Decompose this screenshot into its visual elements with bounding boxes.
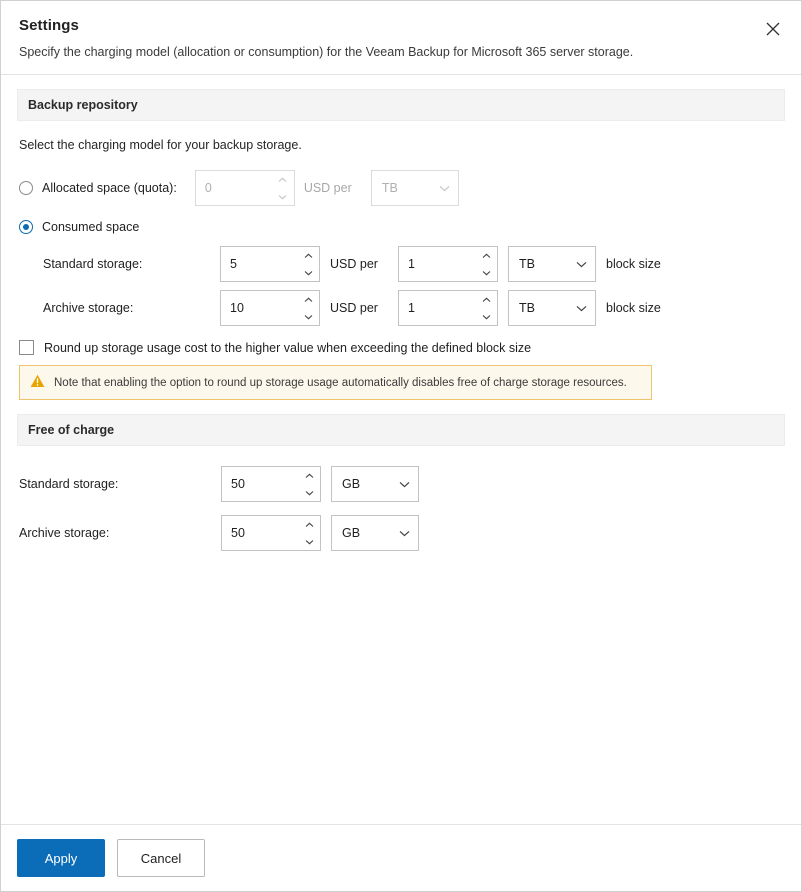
section-title-backup-repository: Backup repository: [28, 98, 138, 113]
consumed-standard-block-size-suffix: block size: [606, 257, 661, 272]
close-icon: [765, 21, 781, 37]
consumed-archive-block-arrows: [475, 291, 497, 325]
allocated-space-unit-select[interactable]: [371, 170, 459, 206]
radio-consumed-space[interactable]: [19, 220, 33, 234]
chevron-down-icon: [576, 261, 587, 268]
round-up-warning-text: Note that enabling the option to round up storage usage automatically disables free of charge storage resources.: [54, 376, 627, 389]
radio-allocated-space-label: Allocated space (quota):: [42, 181, 177, 196]
free-archive-storage-arrows: [298, 516, 320, 550]
free-standard-storage-stepper[interactable]: [221, 466, 321, 502]
dialog-subtitle: Specify the charging model (allocation or consumption) for the Veeam Backup for Microsoft 365 server storage.: [19, 45, 634, 59]
radio-allocated-space[interactable]: [19, 181, 33, 195]
free-archive-storage-stepper[interactable]: [221, 515, 321, 551]
stepper-up-icon[interactable]: [297, 247, 319, 264]
free-standard-storage-row: [19, 466, 785, 502]
section-free-of-charge: [17, 414, 785, 446]
free-standard-storage-arrows: [298, 467, 320, 501]
consumed-standard-block-value: 1: [408, 257, 415, 272]
warning-icon: [30, 374, 45, 391]
consumed-standard-price-arrows: [297, 247, 319, 281]
consumed-standard-block-stepper[interactable]: [398, 246, 498, 282]
close-button[interactable]: [759, 15, 787, 43]
free-archive-storage-unit-value: GB: [342, 526, 361, 541]
page-title: Settings: [19, 17, 79, 34]
consumed-space-row: [19, 212, 785, 242]
free-standard-storage-label: Standard storage:: [19, 477, 119, 492]
consumed-standard-price-value: 5: [230, 257, 237, 272]
stepper-down-icon[interactable]: [475, 264, 497, 281]
free-archive-storage-value: 50: [231, 526, 245, 541]
stepper-down-icon[interactable]: [298, 484, 320, 501]
stepper-down-icon[interactable]: [298, 533, 320, 550]
backup-repository-description: Select the charging model for your backup storage.: [19, 138, 302, 153]
consumed-standard-unit-select[interactable]: [508, 246, 596, 282]
free-standard-storage-unit-select[interactable]: [331, 466, 419, 502]
consumed-standard-usd-per-label: USD per: [330, 257, 378, 272]
chevron-down-icon: [399, 530, 410, 537]
cancel-button[interactable]: Cancel: [117, 839, 205, 877]
consumed-archive-unit-value: TB: [519, 301, 535, 316]
consumed-archive-storage-row: [43, 290, 785, 326]
allocated-space-row: [19, 170, 785, 206]
consumed-archive-price-arrows: [297, 291, 319, 325]
stepper-up-icon[interactable]: [298, 516, 320, 533]
consumed-standard-storage-label: Standard storage:: [43, 257, 143, 272]
stepper-down-icon[interactable]: [297, 308, 319, 325]
consumed-archive-price-value: 10: [230, 301, 244, 316]
dialog-header: [1, 1, 801, 75]
allocated-space-quota-value: 0: [204, 181, 212, 196]
consumed-archive-storage-label: Archive storage:: [43, 301, 134, 316]
apply-button[interactable]: Apply: [17, 839, 105, 877]
consumed-archive-usd-per-label: USD per: [330, 301, 378, 316]
stepper-up-icon[interactable]: [272, 171, 294, 188]
free-archive-storage-row: [19, 515, 785, 551]
stepper-up-icon[interactable]: [475, 291, 497, 308]
round-up-label: Round up storage usage cost to the higher value when exceeding the defined block size: [44, 340, 532, 355]
stepper-up-icon[interactable]: [297, 291, 319, 308]
consumed-archive-unit-select[interactable]: [508, 290, 596, 326]
section-title-free-of-charge: Free of charge: [28, 423, 115, 438]
stepper-down-icon[interactable]: [272, 188, 294, 205]
consumed-archive-block-value: 1: [408, 301, 415, 316]
chevron-down-icon: [399, 481, 410, 488]
allocated-space-usd-per-label: USD per: [303, 181, 352, 196]
free-standard-storage-unit-value: GB: [342, 477, 361, 492]
dialog-footer: [1, 824, 801, 891]
stepper-up-icon[interactable]: [298, 467, 320, 484]
consumed-archive-price-stepper[interactable]: [220, 290, 320, 326]
free-archive-storage-unit-select[interactable]: [331, 515, 419, 551]
round-up-warning-note: [19, 365, 652, 400]
consumed-standard-unit-value: TB: [519, 257, 535, 272]
free-standard-storage-value: 50: [231, 477, 245, 492]
round-up-row: [19, 340, 785, 355]
radio-consumed-space-label: Consumed space: [42, 220, 140, 235]
consumed-archive-block-stepper[interactable]: [398, 290, 498, 326]
stepper-up-icon[interactable]: [475, 247, 497, 264]
stepper-down-icon[interactable]: [297, 264, 319, 281]
free-archive-storage-label: Archive storage:: [19, 526, 110, 541]
section-backup-repository: [17, 89, 785, 121]
allocated-space-quota-stepper[interactable]: [195, 170, 295, 206]
chevron-down-icon: [576, 305, 587, 312]
consumed-standard-storage-row: [43, 246, 785, 282]
consumed-archive-block-size-suffix: block size: [606, 301, 661, 316]
round-up-checkbox[interactable]: [19, 340, 34, 355]
consumed-standard-price-stepper[interactable]: [220, 246, 320, 282]
stepper-down-icon[interactable]: [475, 308, 497, 325]
allocated-space-quota-arrows: [272, 171, 294, 205]
dialog-body: [1, 75, 801, 824]
allocated-space-unit-value: TB: [381, 181, 398, 196]
chevron-down-icon: [439, 185, 450, 192]
consumed-standard-block-arrows: [475, 247, 497, 281]
